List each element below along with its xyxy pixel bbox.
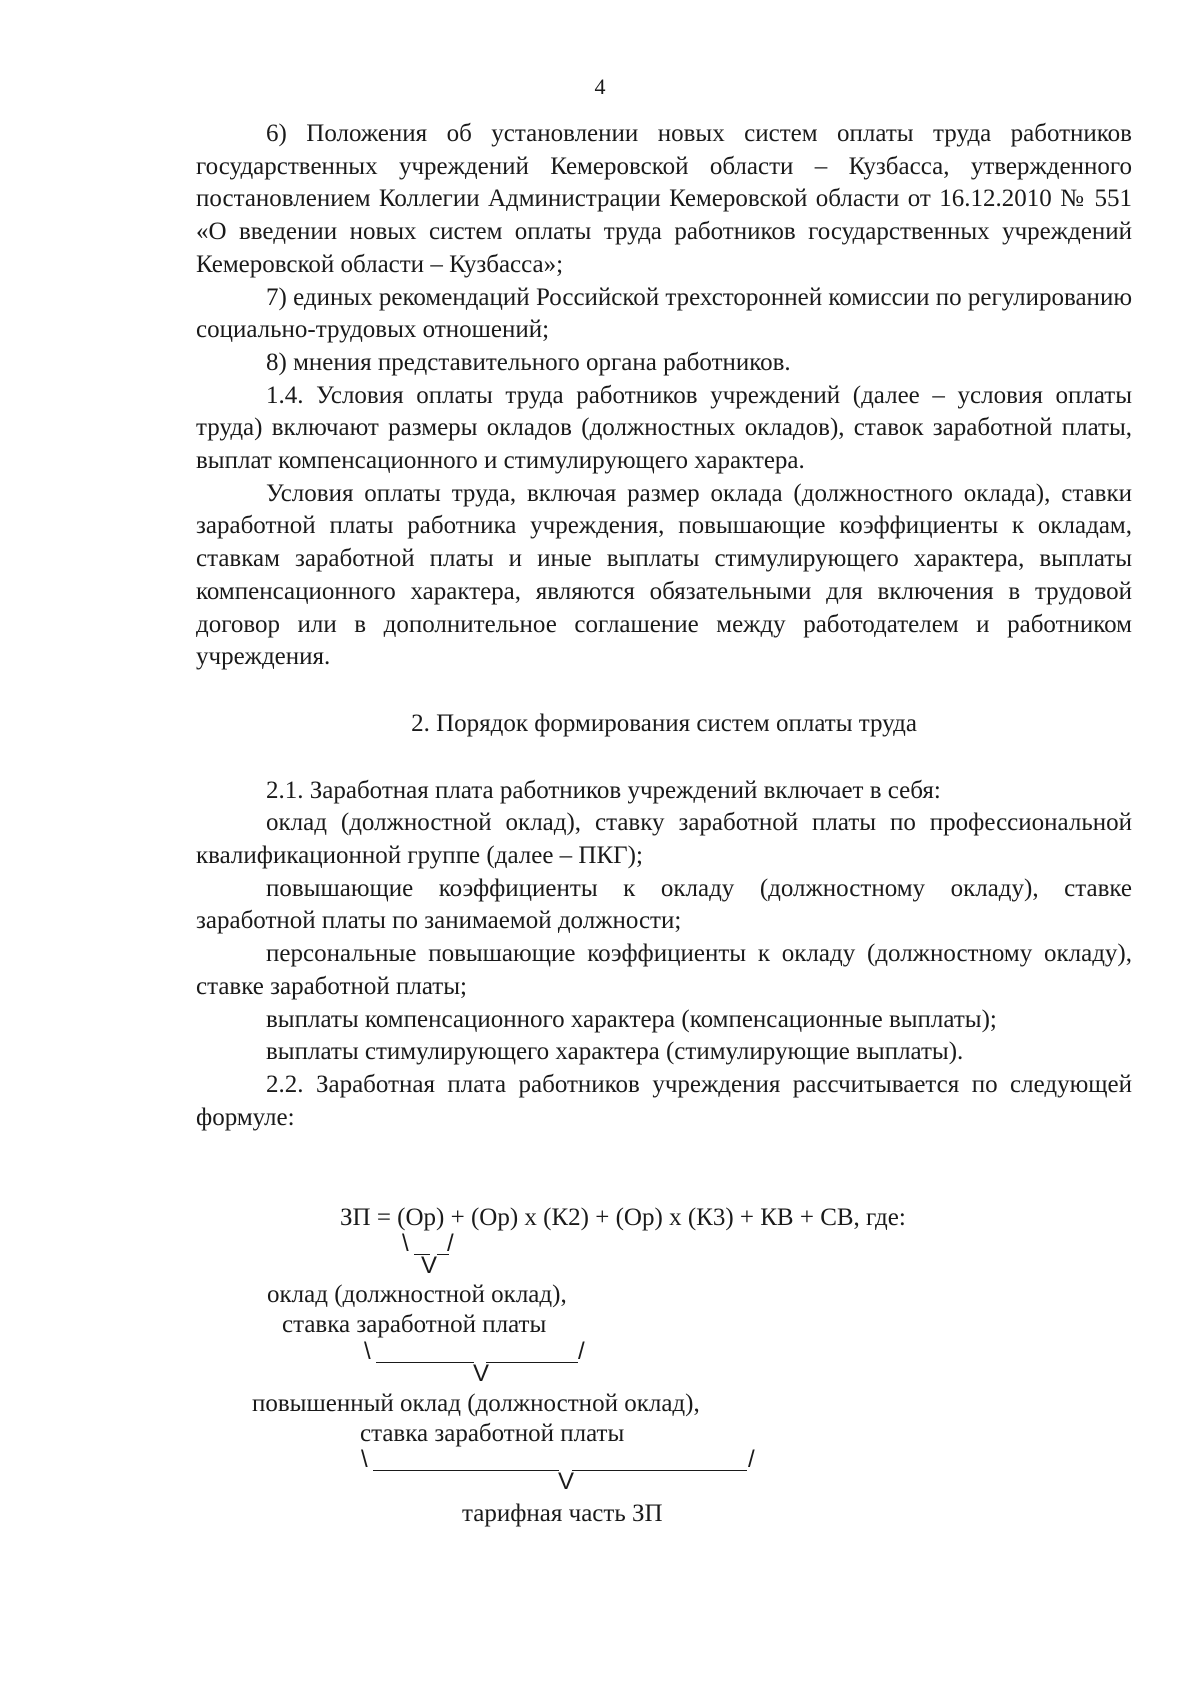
brace-2-line-right: [486, 1362, 578, 1363]
brace-2-right: /: [578, 1338, 585, 1365]
label-raised-salary: повышенный оклад (должностной оклад),: [252, 1390, 700, 1417]
paragraph-1-4: 1.4. Условия оплаты труда работников учреждений (далее – условия оплаты труда) включают размеры окладов (должностных окладов), ставок заработной платы, выплат компенсационного и стимулирующего характера.: [196, 381, 1132, 475]
paragraph-2-1: 2.1. Заработная плата работников учреждений включает в себя:: [266, 776, 941, 804]
list-item-salary: оклад (должностной оклад), ставку заработной платы по профессиональной квалификационной группе (далее – ПКГ);: [196, 809, 1132, 870]
label-raised-salary-rate: ставка заработной платы: [360, 1420, 625, 1447]
formula-equation: ЗП = (Ор) + (Ор) x (К2) + (Ор) x (К3) + КВ + СВ, где:: [340, 1204, 906, 1231]
brace-3-left: \: [361, 1446, 368, 1473]
brace-3-tip: V: [558, 1468, 575, 1495]
list-item-raising-coefficients: повышающие коэффициенты к окладу (должностному окладу), ставке заработной платы по занимаемой должности;: [196, 874, 1132, 935]
brace-2-tip: V: [473, 1360, 490, 1387]
label-tariff-part: тарифная часть ЗП: [462, 1500, 663, 1527]
section-heading: 2. Порядок формирования систем оплаты труда: [411, 709, 917, 737]
paragraph-2-2: 2.2. Заработная плата работников учреждения рассчитывается по следующей формуле:: [196, 1070, 1132, 1131]
page-number: 4: [594, 74, 606, 99]
list-item-personal-coefficients: персональные повышающие коэффициенты к окладу (должностному окладу), ставке заработной платы;: [196, 940, 1132, 1000]
paragraph-conditions: Условия оплаты труда, включая размер оклада (должностного оклада), ставки заработной платы работника учреждения, повышающие коэффициенты к окладам, ставкам заработной платы и иные выплаты стимулирующего характера, выплаты компенсационного характера, являются обязательными для включения в трудовой договор или в дополнительное соглашение между работодателем и работником учреждения.: [196, 479, 1132, 671]
brace-1-tip: V: [421, 1252, 438, 1279]
paragraph-item-8: 8) мнения представительного органа работников.: [266, 348, 791, 376]
brace-3-line-right: [572, 1470, 747, 1471]
list-item-incentive: выплаты стимулирующего характера (стимулирующие выплаты).: [266, 1038, 964, 1066]
label-salary: оклад (должностной оклад),: [267, 1281, 567, 1308]
brace-1-right: /: [447, 1230, 454, 1257]
paragraph-item-7: 7) единых рекомендаций Российской трехсторонней комиссии по регулированию социально-трудовых отношений;: [196, 283, 1132, 344]
brace-1-left: \: [402, 1230, 409, 1257]
document-body: [196, 118, 1132, 1134]
brace-2-left: \: [364, 1338, 371, 1365]
brace-3-line-left: [373, 1470, 559, 1471]
salary-formula: [196, 1203, 1132, 1623]
label-salary-rate: ставка заработной платы: [282, 1311, 547, 1338]
brace-2-line-left: [376, 1362, 474, 1363]
paragraph-item-6: 6) Положения об установлении новых систем оплаты труда работников государственных учреждений Кемеровской области – Кузбасса, утвержденного постановлением Коллегии Администрации Кемеровской области от 16.12.2010 № 551 «О введении новых систем оплаты труда работников государственных учреждений Кемеровской области – Кузбасса»;: [196, 120, 1132, 278]
list-item-compensation: выплаты компенсационного характера (компенсационные выплаты);: [266, 1005, 997, 1033]
brace-3-right: /: [748, 1446, 755, 1473]
